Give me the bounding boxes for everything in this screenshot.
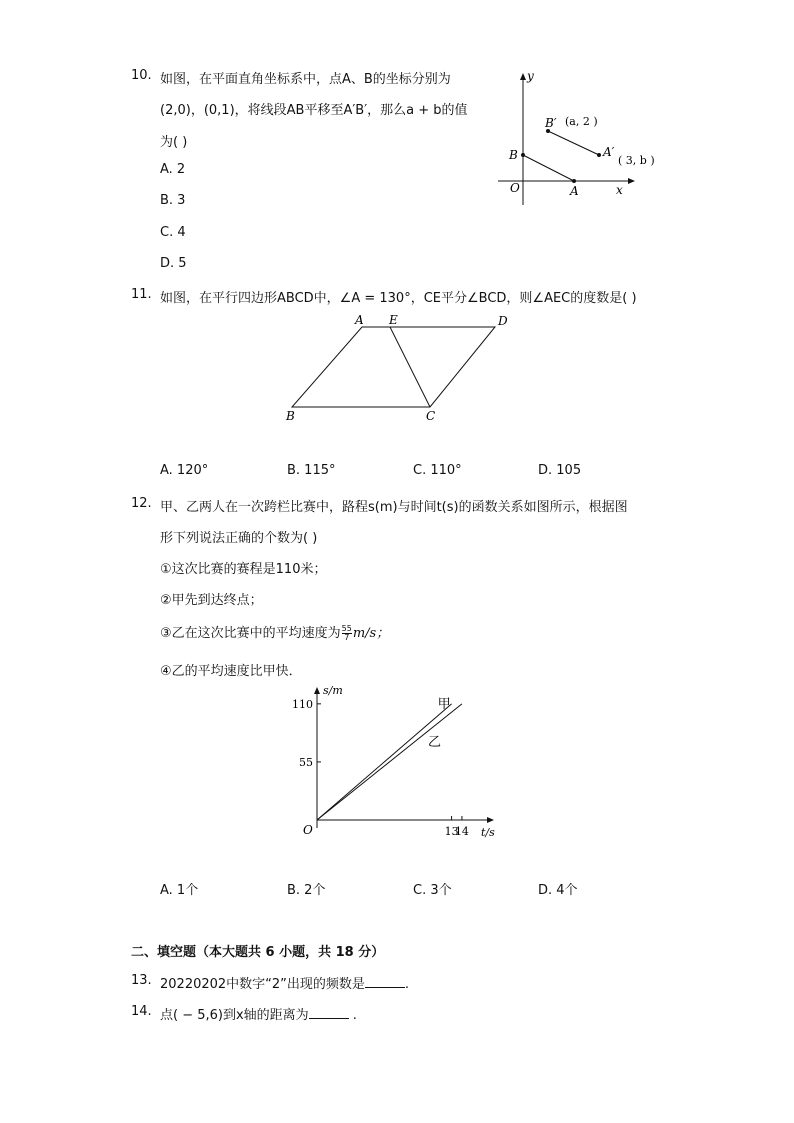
vertex-b-label: B	[286, 409, 295, 423]
point-b-prime-label: B′	[545, 116, 557, 130]
q11-option-a: A. 120°	[160, 463, 209, 478]
segment-ab	[523, 155, 574, 181]
series-label-jia: 甲	[437, 696, 451, 712]
x-axis-label: x	[616, 183, 623, 197]
q12-option-c: C. 3个	[413, 883, 452, 898]
q14-number: 14.	[131, 1004, 152, 1019]
q10-stem-line1: 如图，在平面直角坐标系中，点A、B的坐标分别为	[160, 72, 451, 87]
q10-number: 10.	[131, 68, 152, 83]
q10-option-a: A. 2	[160, 162, 186, 177]
q12-number: 12.	[131, 496, 152, 511]
q13-stem	[160, 973, 409, 992]
point-a-prime-coord: ( 3, b )	[618, 154, 655, 167]
series-line-jia	[317, 704, 452, 820]
point-b-label: B	[509, 148, 518, 162]
q12-statement-3	[160, 622, 389, 642]
x-tick-label-14: 14	[454, 825, 469, 838]
q12-distance-time-chart	[285, 678, 515, 843]
series-label-yi: 乙	[427, 734, 441, 750]
q10-stem-line3: 为( )	[160, 135, 188, 150]
origin-label: O	[510, 181, 520, 195]
q13-number: 13.	[131, 973, 152, 988]
chart-y-label: s/m	[323, 684, 343, 697]
q14-text: 点( − 5,6)到x轴的距离为	[160, 1008, 309, 1023]
fraction-denominator: 7	[342, 633, 352, 642]
q11-option-c: C. 110°	[413, 463, 462, 478]
q12-option-b: B. 2个	[287, 883, 326, 898]
q12-speed-fraction	[342, 625, 352, 642]
q13-answer-blank[interactable]	[365, 975, 405, 988]
q12-statement-1: ①这次比赛的赛程是110米；	[160, 562, 327, 577]
q11-number: 11.	[131, 287, 152, 302]
q11-parallelogram-figure	[280, 310, 520, 430]
q11-option-b: B. 115°	[287, 463, 336, 478]
vertex-d-label: D	[498, 314, 508, 328]
vertex-a-label: A	[355, 313, 364, 327]
parallelogram-abcd	[292, 327, 495, 407]
q14-answer-blank[interactable]	[309, 1006, 349, 1019]
q14-stem	[160, 1004, 357, 1023]
x-tick-label-13: 13	[444, 825, 459, 838]
q12-stem-line1: 甲、乙两人在一次跨栏比赛中，路程s(m)与时间t(s)的函数关系如图所示，根据图	[160, 500, 628, 515]
segment-ce	[390, 327, 430, 407]
chart-marks	[292, 697, 469, 838]
point-a-prime	[597, 153, 601, 157]
q12-statement-2: ②甲先到达终点；	[160, 593, 263, 608]
y-axis-label: y	[527, 69, 534, 83]
point-a	[572, 179, 576, 183]
q13-end: .	[404, 977, 410, 992]
vertex-c-label: C	[426, 409, 436, 423]
chart-origin-label: O	[303, 823, 313, 837]
point-a-label: A	[570, 184, 579, 198]
q10-option-b: B. 3	[160, 193, 186, 208]
q11-stem: 如图，在平行四边形ABCD中，∠A = 130°，CE平分∠BCD，则∠AEC的度数是( )	[160, 291, 637, 306]
q10-option-d: D. 5	[160, 256, 187, 271]
q12-option-d: D. 4个	[538, 883, 578, 898]
point-e-label: E	[389, 313, 398, 327]
q11-option-d: D. 105	[538, 463, 582, 478]
point-b-prime-coord: (a, 2 )	[565, 115, 598, 128]
q12-statement-4: ④乙的平均速度比甲快．	[160, 664, 302, 679]
q10-option-c: C. 4	[160, 225, 186, 240]
q12-statement-3-text: ③乙在这次比赛中的平均速度为	[160, 626, 341, 641]
q10-stem-line2: (2,0)，(0,1)，将线段AB平移至A′B′，那么a + b的值	[160, 103, 468, 118]
q12-option-a: A. 1个	[160, 883, 199, 898]
fraction-numerator: 55	[341, 624, 352, 633]
q14-end: .	[348, 1008, 357, 1023]
q10-coordinate-figure	[490, 60, 670, 210]
q12-stem-line2: 形下列说法正确的个数为( )	[160, 531, 318, 546]
y-tick-label-55: 55	[299, 755, 313, 769]
point-b	[521, 153, 525, 157]
section-2-title: 二、填空题（本大题共 6 小题，共 18 分）	[131, 945, 385, 960]
segment-a-prime-b-prime	[548, 131, 599, 155]
series-line-yi	[317, 704, 462, 820]
y-tick-label-110: 110	[292, 697, 313, 711]
q12-speed-unit: m/s；	[352, 626, 390, 641]
q13-text: 20220202中数字“2”出现的频数是	[160, 977, 365, 992]
point-a-prime-label: A′	[603, 145, 615, 159]
chart-x-label: t/s	[481, 826, 495, 839]
